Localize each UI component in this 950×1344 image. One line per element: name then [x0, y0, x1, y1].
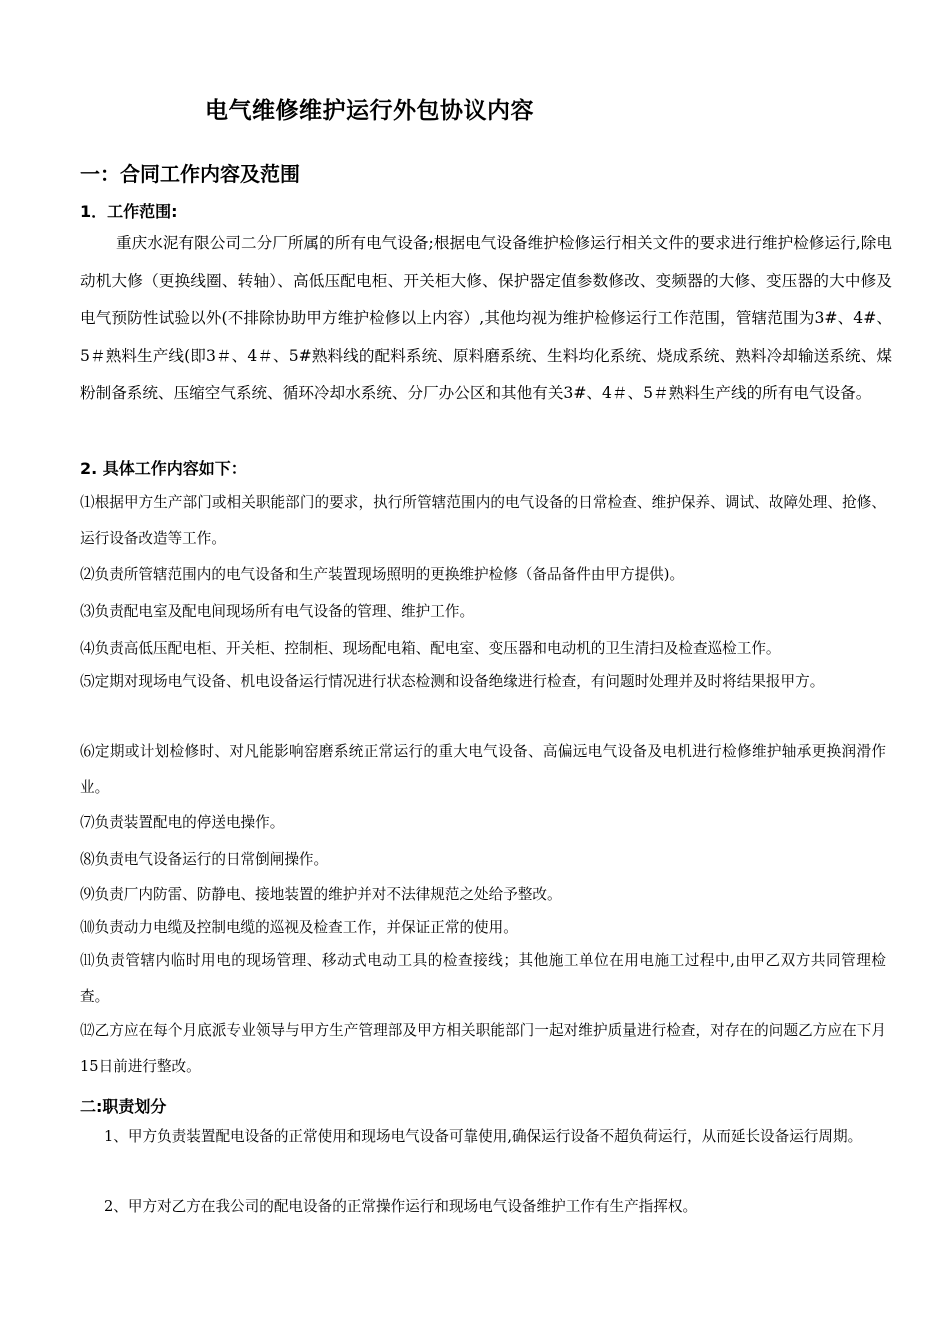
work-item-8: ⑻负责电气设备运行的日常倒闸操作。	[80, 851, 329, 868]
section-1-heading: 一：合同工作内容及范围	[80, 162, 300, 186]
work-item-6: ⑹定期或计划检修时、对凡能影响窑磨系统正常运行的重大电气设备、高偏远电气设备及电机进行检修维护轴承更换润滑作业。	[80, 743, 886, 796]
work-item-4: ⑷负责高低压配电柜、开关柜、控制柜、现场配电箱、配电室、变压器和电动机的卫生清扫及检查巡检工作。	[80, 640, 781, 657]
work-item-12: ⑿乙方应在每个月底派专业领导与甲方生产管理部及甲方相关职能部门一起对维护质量进行检查，对存在的问题乙方应在下月15日前进行整改。	[80, 1022, 886, 1075]
work-item-7: ⑺负责装置配电的停送电操作。	[80, 814, 285, 831]
work-item-5: ⑸定期对现场电气设备、机电设备运行情况进行状态检测和设备绝缘进行检查，有问题时处理并及时将结果报甲方。	[80, 673, 825, 690]
work-item-2: ⑵负责所管辖范围内的电气设备和生产装置现场照明的更换维护检修（备品备件由甲方提供)。	[80, 566, 685, 583]
duty-item-1: 1、甲方负责装置配电设备的正常使用和现场电气设备可靠使用,确保运行设备不超负荷运行，从而延长设备运行周期。	[104, 1128, 863, 1145]
work-scope-paragraph: 重庆水泥有限公司二分厂所属的所有电气设备;根据电气设备维护检修运行相关文件的要求进行维护检修运行,除电动机大修（更换线圈、转轴）、高低压配电柜、开关柜大修、保护器定值参数修改、变频器的大修、变压器的大中修及电气预防性试验以外(不排除协助甲方维护检修以上内容）,其他均视为维护检修运行工作范围，管辖范围为3#、4#、5＃熟料生产线(即3＃、4＃、5#熟料线的配料系统、原料磨系统、生料均化系统、烧成系统、熟料冷却输送系统、煤粉制备系统、压缩空气系统、循环冷却水系统、分厂办公区和其他有关3#、4＃、5＃熟料生产线的所有电气设备。	[80, 234, 892, 403]
work-item-3: ⑶负责配电室及配电间现场所有电气设备的管理、维护工作。	[80, 603, 475, 620]
work-item-10: ⑽负责动力电缆及控制电缆的巡视及检查工作，并保证正常的使用。	[80, 919, 518, 936]
work-item-1: ⑴根据甲方生产部门或相关职能部门的要求，执行所管辖范围内的电气设备的日常检查、维护保养、调试、故障处理、抢修、运行设备改造等工作。	[80, 494, 886, 547]
work-scope-heading: 1．工作范围:	[80, 202, 178, 221]
work-item-11: ⑾负责管辖内临时用电的现场管理、移动式电动工具的检查接线；其他施工单位在用电施工过程中,由甲乙双方共同管理检查。	[80, 952, 886, 1005]
work-content-heading: 2. 具体工作内容如下：	[80, 459, 247, 478]
section-2-heading: 二:职责划分	[80, 1097, 167, 1116]
work-item-9: ⑼负责厂内防雷、防静电、接地装置的维护并对不法律规范之处给予整改。	[80, 886, 562, 903]
duty-item-2: 2、甲方对乙方在我公司的配电设备的正常操作运行和现场电气设备维护工作有生产指挥权。	[104, 1198, 698, 1215]
document-title: 电气维修维护运行外包协议内容	[205, 98, 534, 124]
